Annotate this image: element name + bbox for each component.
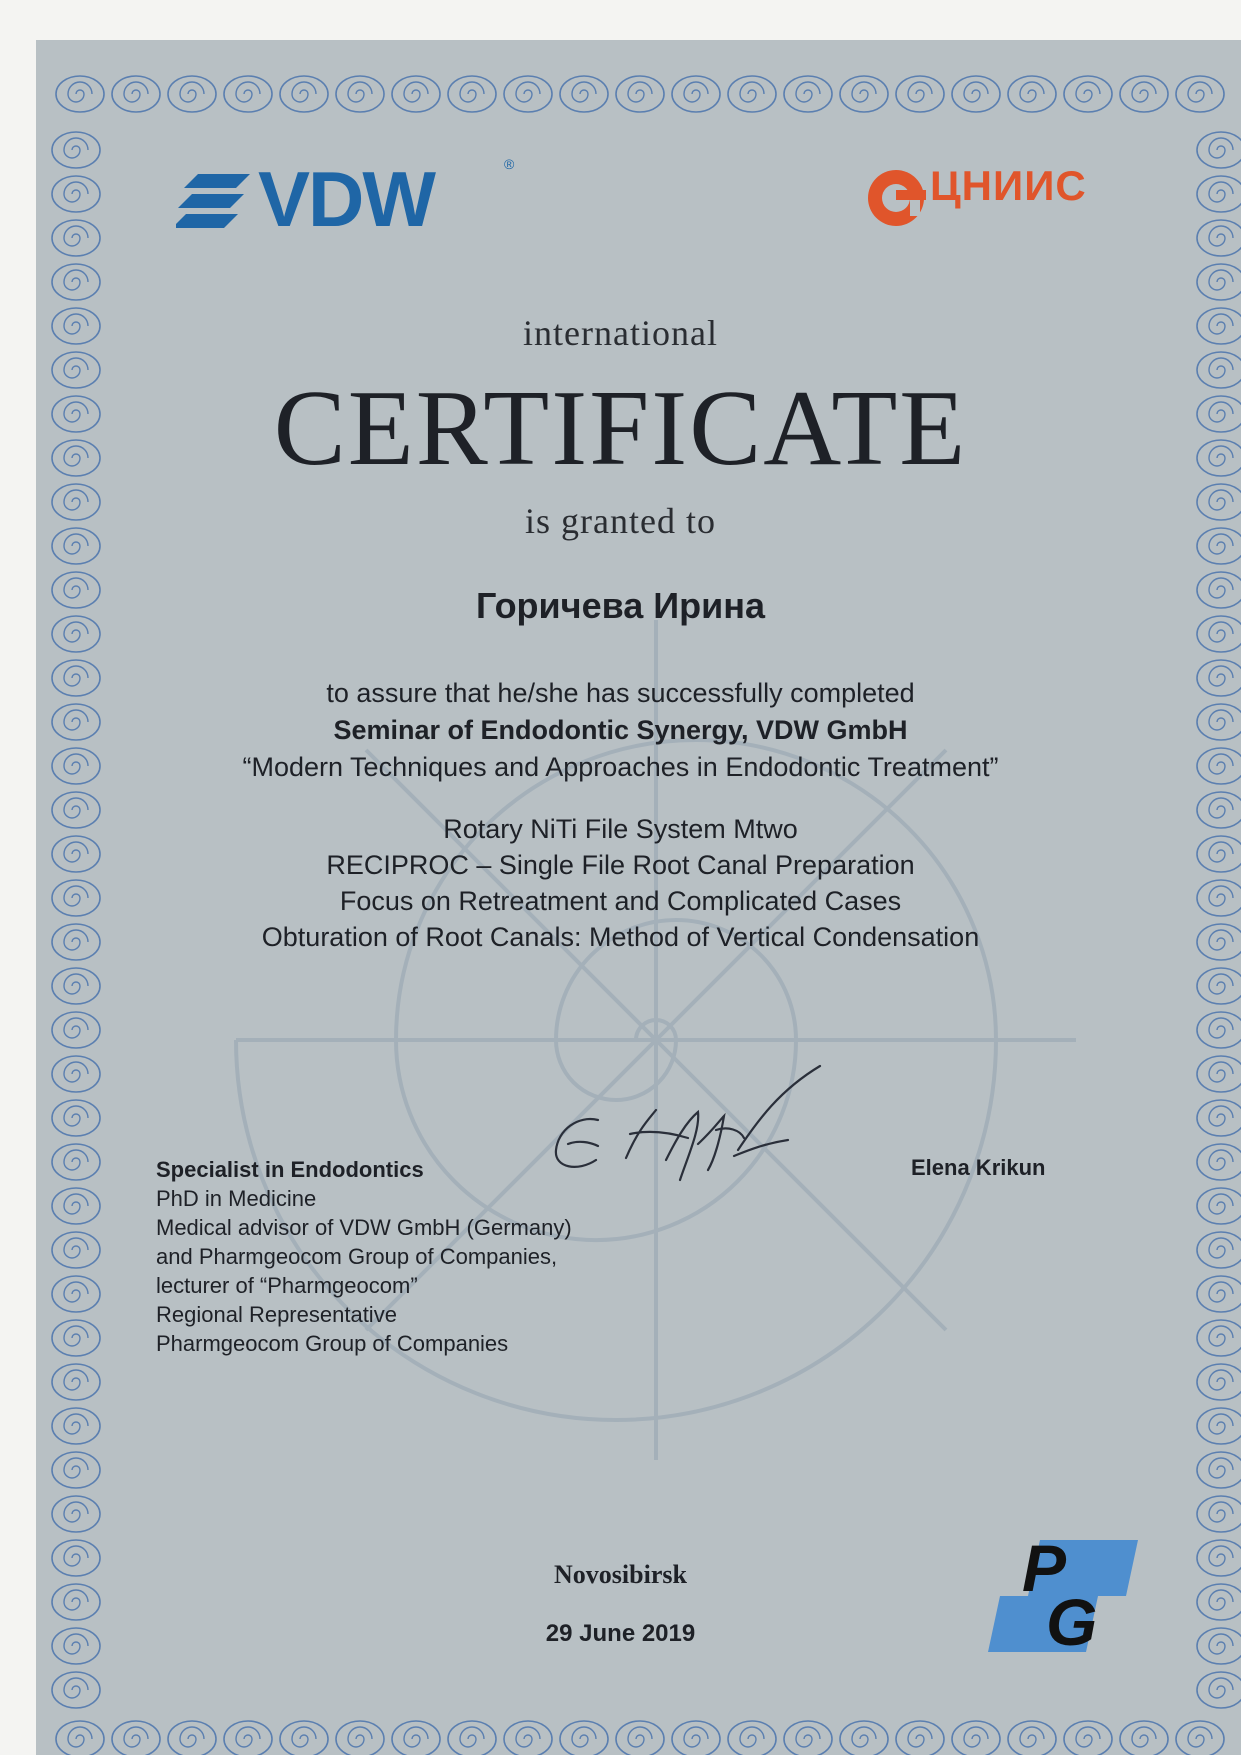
shell-ornament-icon [1176, 1721, 1224, 1755]
credential-line: Pharmgeocom Group of Companies [156, 1331, 509, 1356]
shell-ornament-icon [52, 1364, 100, 1400]
shell-ornament-icon [1197, 1144, 1241, 1180]
shell-ornament-icon [52, 1012, 100, 1048]
shell-ornament-icon [112, 1721, 160, 1755]
shell-ornament-icon [168, 1721, 216, 1755]
topic-item: Rotary NiTi File System Mtwo [443, 814, 798, 844]
shell-ornament-icon [1197, 176, 1241, 212]
shell-ornament-icon [1197, 220, 1241, 256]
shell-ornament-icon [1197, 1232, 1241, 1268]
shell-ornament-icon [52, 1144, 100, 1180]
shell-ornament-icon [1008, 76, 1056, 112]
shell-ornament-icon [52, 176, 100, 212]
shell-ornament-icon [1197, 1012, 1241, 1048]
topic-item: Obturation of Root Canals: Method of Vertical Condensation [261, 922, 980, 952]
cnis-emblem-icon [862, 162, 932, 232]
credential-line: PhD in Medicine [156, 1186, 317, 1211]
shell-ornament-icon [784, 76, 832, 112]
vdw-logo-text: VDW [258, 155, 434, 243]
shell-ornament-icon [52, 220, 100, 256]
shell-ornament-icon [336, 76, 384, 112]
shell-ornament-icon [1197, 1276, 1241, 1312]
shell-ornament-icon [1197, 1672, 1241, 1708]
shell-ornament-icon [52, 1408, 100, 1444]
shell-ornament-icon [1064, 76, 1112, 112]
completion-statement: to assure that he/she has successfully completed [326, 678, 915, 708]
seminar-name: Seminar of Endodontic Synergy, VDW GmbH [333, 715, 908, 745]
shell-ornament-icon [56, 76, 104, 112]
pg-logo-p: P [1022, 1531, 1067, 1605]
shell-ornament-icon [224, 76, 272, 112]
shell-ornament-icon [1008, 1721, 1056, 1755]
shell-ornament-icon [616, 76, 664, 112]
shell-ornament-icon [52, 132, 100, 168]
shell-ornament-icon [392, 76, 440, 112]
pg-logo [988, 1531, 1138, 1659]
shell-ornament-icon [52, 1496, 100, 1532]
signatory-credentials [156, 1155, 572, 1358]
shell-ornament-icon [52, 1100, 100, 1136]
shell-ornament-icon [52, 1056, 100, 1092]
shell-ornament-icon [1064, 1721, 1112, 1755]
date: 29 June 2019 [545, 1620, 696, 1647]
shell-ornament-icon [168, 76, 216, 112]
cnis-logo-text: ЦНИИС [930, 162, 1087, 209]
credential-line: Medical advisor of VDW GmbH (Germany) [156, 1215, 572, 1240]
shell-ornament-icon [52, 1452, 100, 1488]
shell-ornament-icon [560, 1721, 608, 1755]
shell-ornament-icon [1197, 264, 1241, 300]
shell-ornament-icon [1197, 132, 1241, 168]
shell-ornament-icon [560, 76, 608, 112]
shell-ornament-icon [448, 76, 496, 112]
credential-line: and Pharmgeocom Group of Companies, [156, 1244, 558, 1269]
pg-logo-g: G [1046, 1585, 1098, 1659]
handwritten-signature [548, 1060, 828, 1220]
shell-ornament-icon [336, 1721, 384, 1755]
cnis-logo [862, 162, 1087, 237]
city: Novosibirsk [554, 1560, 687, 1589]
shell-ornament-icon [784, 1721, 832, 1755]
shell-ornament-icon [280, 76, 328, 112]
topic-item: Focus on Retreatment and Complicated Cases [339, 886, 902, 916]
signatory-title: Specialist in Endodontics [156, 1157, 424, 1182]
credential-line: Regional Representative [156, 1302, 397, 1327]
shell-ornament-icon [896, 1721, 944, 1755]
shell-ornament-icon [504, 76, 552, 112]
shell-ornament-icon [52, 968, 100, 1004]
seminar-subtitle: “Modern Techniques and Approaches in Endodontic Treatment” [242, 752, 999, 782]
shell-ornament-icon [392, 1721, 440, 1755]
shell-ornament-icon [672, 1721, 720, 1755]
shell-ornament-icon [1176, 76, 1224, 112]
signatory-name: Elena Krikun [911, 1155, 1046, 1180]
shell-ornament-icon [504, 1721, 552, 1755]
topic-item: RECIPROC – Single File Root Canal Preparation [326, 850, 915, 880]
shell-ornament-icon [52, 1232, 100, 1268]
shell-ornament-icon [280, 1721, 328, 1755]
shell-ornament-icon [952, 76, 1000, 112]
shell-ornament-icon [56, 1721, 104, 1755]
certificate-kicker: international [523, 313, 718, 353]
shell-ornament-icon [1197, 1188, 1241, 1224]
registered-mark: ® [504, 156, 515, 172]
shell-ornament-icon [1197, 1408, 1241, 1444]
recipient-name: Горичева Ирина [475, 585, 766, 626]
shell-ornament-icon [840, 1721, 888, 1755]
shell-ornament-icon [52, 1320, 100, 1356]
shell-ornament-icon [1120, 1721, 1168, 1755]
certificate-title: CERTIFICATE [273, 369, 968, 488]
shell-ornament-icon [672, 76, 720, 112]
shell-ornament-icon [1197, 1496, 1241, 1532]
shell-ornament-icon [1197, 1320, 1241, 1356]
vdw-logo [176, 155, 515, 245]
shell-ornament-icon [1197, 1364, 1241, 1400]
shell-ornament-icon [1197, 1452, 1241, 1488]
vdw-stripes-icon [176, 160, 256, 240]
shell-ornament-icon [52, 1672, 100, 1708]
shell-ornament-icon [728, 1721, 776, 1755]
shell-ornament-icon [52, 264, 100, 300]
shell-ornament-icon [52, 1188, 100, 1224]
credential-line: lecturer of “Pharmgeocom” [156, 1273, 418, 1298]
shell-ornament-icon [1120, 76, 1168, 112]
shell-ornament-icon [616, 1721, 664, 1755]
shell-ornament-icon [52, 1276, 100, 1312]
shell-ornament-icon [1197, 1100, 1241, 1136]
shell-ornament-icon [840, 76, 888, 112]
shell-ornament-icon [448, 1721, 496, 1755]
shell-ornament-icon [728, 76, 776, 112]
shell-ornament-icon [112, 76, 160, 112]
shell-ornament-icon [1197, 1056, 1241, 1092]
granted-to: is granted to [525, 501, 716, 541]
shell-ornament-icon [896, 76, 944, 112]
shell-ornament-icon [224, 1721, 272, 1755]
shell-ornament-icon [1197, 968, 1241, 1004]
shell-ornament-icon [952, 1721, 1000, 1755]
